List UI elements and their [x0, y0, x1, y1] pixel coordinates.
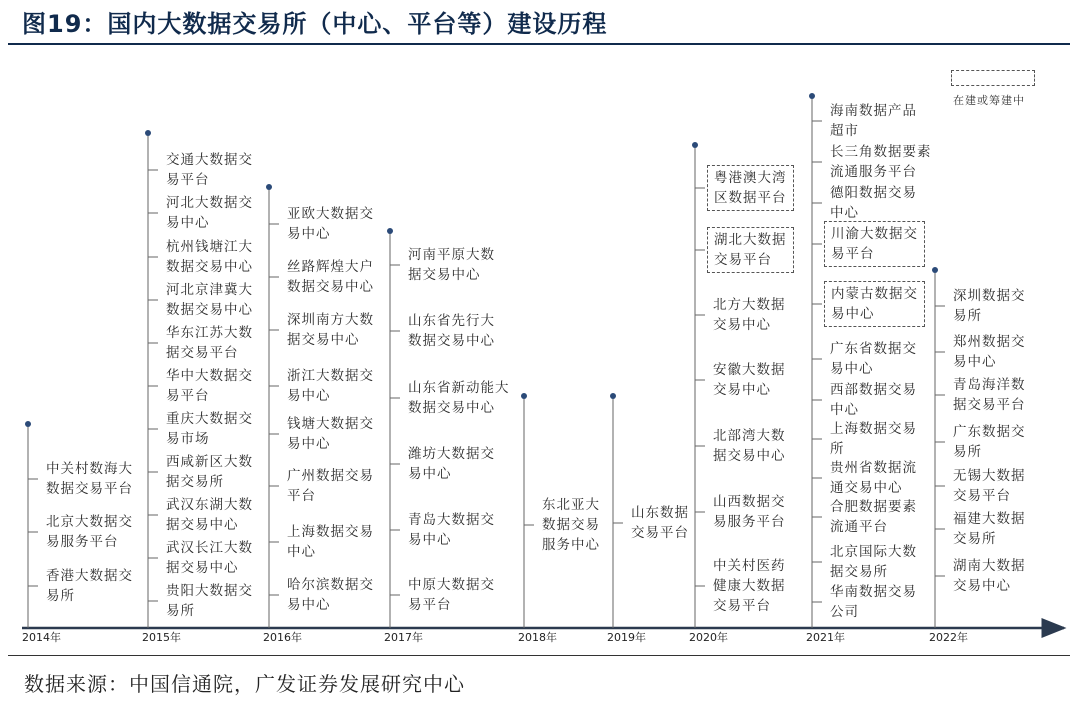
exchange-name-line: 广东数据交: [953, 424, 1026, 440]
exchange-name-line: 香港大数据交: [46, 568, 133, 584]
exchange-name-line: 钱塘大数据交: [287, 416, 374, 432]
exchange-name-line: 交通大数据交: [166, 152, 253, 168]
year-label: 2018年: [518, 631, 557, 644]
timeline-node-dot: [932, 267, 938, 273]
exchange-item: [713, 295, 786, 335]
exchange-name-line: 湖南大数据: [953, 558, 1026, 574]
exchange-name-line: 西咸新区大数: [166, 454, 253, 470]
exchange-item: [953, 286, 1026, 326]
exchange-item: [830, 142, 932, 182]
exchange-name-line: 深圳南方大数: [287, 312, 374, 328]
exchange-name-line: 杭州钱塘江大: [166, 239, 253, 255]
exchange-item: [46, 459, 133, 499]
exchange-item: [953, 509, 1026, 549]
exchange-name-line: 据交易所: [830, 564, 888, 580]
exchange-name-line: 易中心: [408, 466, 452, 482]
exchange-name-line: 易中心: [831, 306, 875, 322]
exchange-name-line: 北方大数据: [713, 297, 786, 313]
exchange-name-line: 公司: [830, 604, 859, 620]
exchange-name-line: 易中心: [287, 436, 331, 452]
timeline-node-dot: [387, 228, 393, 234]
exchange-item: [287, 414, 374, 454]
exchange-name-line: 华南数据交易: [830, 584, 917, 600]
exchange-name-line: 易中心: [830, 361, 874, 377]
exchange-name-line: 广东省数据交: [830, 341, 917, 357]
exchange-name-line: 交易平台: [713, 598, 771, 614]
exchange-item: [830, 582, 917, 622]
exchange-name-line: 郑州数据交: [953, 334, 1026, 350]
exchange-name-line: 北部湾大数: [713, 428, 786, 444]
exchange-name-line: 丝路辉煌大户: [287, 259, 374, 275]
exchange-name-line: 易服务平台: [46, 534, 119, 550]
exchange-name-line: 山东省先行大: [408, 313, 495, 329]
exchange-item: [287, 522, 374, 562]
exchange-item: [287, 257, 374, 297]
legend-label: 在建或筹建中: [953, 94, 1025, 107]
exchange-name-line: 福建大数据: [953, 511, 1026, 527]
exchange-name-line: 中心: [830, 402, 859, 418]
exchange-item-planned: [707, 165, 794, 211]
exchange-name-line: 通交易中心: [830, 480, 903, 496]
exchange-name-line: 据交易中心: [166, 560, 239, 576]
exchange-item: [166, 409, 253, 449]
exchange-name-line: 据交易中心: [287, 332, 360, 348]
exchange-name-line: 易中心: [166, 215, 210, 231]
exchange-name-line: 易中心: [287, 388, 331, 404]
exchange-item: [408, 444, 495, 484]
year-label: 2021年: [806, 631, 845, 644]
exchange-item: [408, 575, 495, 615]
exchange-name-line: 哈尔滨数据交: [287, 577, 374, 593]
exchange-item: [408, 378, 510, 418]
exchange-item: [166, 323, 253, 363]
exchange-name-line: 东北亚大: [542, 497, 600, 513]
exchange-name-line: 交易中心: [953, 578, 1011, 594]
timeline-node-dot: [809, 93, 815, 99]
exchange-item: [408, 245, 495, 285]
exchange-item: [166, 237, 253, 277]
exchange-item: [830, 419, 917, 459]
year-label: 2020年: [689, 631, 728, 644]
year-label: 2015年: [142, 631, 181, 644]
exchange-item: [713, 426, 786, 466]
exchange-name-line: 长三角数据要素: [830, 144, 932, 160]
exchange-name-line: 华东江苏大数: [166, 325, 253, 341]
exchange-name-line: 超市: [830, 123, 859, 139]
exchange-item: [830, 497, 917, 537]
exchange-item: [287, 466, 374, 506]
exchange-name-line: 交易中心: [713, 317, 771, 333]
exchange-item: [166, 581, 253, 621]
exchange-name-line: 平台: [287, 488, 316, 504]
exchange-name-line: 易中心: [953, 354, 997, 370]
exchange-item: [287, 310, 374, 350]
timeline-node-dot: [266, 184, 272, 190]
exchange-item: [830, 339, 917, 379]
exchange-item: [287, 575, 374, 615]
exchange-name-line: 易所: [166, 603, 195, 619]
exchange-name-line: 上海数据交易: [287, 524, 374, 540]
timeline-node-dot: [610, 393, 616, 399]
exchange-name-line: 合肥数据要素: [830, 499, 917, 515]
exchange-name-line: 湖北大数据: [714, 232, 787, 248]
exchange-name-line: 德阳数据交易: [830, 185, 917, 201]
exchange-item-planned: [707, 227, 794, 273]
exchange-name-line: 深圳数据交: [953, 288, 1026, 304]
year-label: 2017年: [384, 631, 423, 644]
exchange-name-line: 武汉长江大数: [166, 540, 253, 556]
exchange-name-line: 潍坊大数据交: [408, 446, 495, 462]
exchange-name-line: 数据交易平台: [46, 481, 133, 497]
timeline-node-dot: [25, 421, 31, 427]
exchange-name-line: 中原大数据交: [408, 577, 495, 593]
timeline-node-dot: [521, 393, 527, 399]
exchange-name-line: 西部数据交易: [830, 382, 917, 398]
exchange-item: [46, 566, 133, 606]
exchange-item: [953, 466, 1026, 506]
exchange-name-line: 数据交易: [542, 517, 600, 533]
exchange-name-line: 服务中心: [542, 537, 600, 553]
exchange-name-line: 上海数据交易: [830, 421, 917, 437]
exchange-name-line: 贵州省数据流: [830, 460, 917, 476]
legend-dashed-box-icon: [951, 70, 1035, 86]
exchange-name-line: 交易平台: [631, 525, 689, 541]
exchange-name-line: 易平台: [166, 172, 210, 188]
exchange-name-line: 流通服务平台: [830, 164, 917, 180]
exchange-name-line: 数据交易中心: [166, 259, 253, 275]
exchange-name-line: 据交易中心: [408, 267, 481, 283]
exchange-item: [953, 332, 1026, 372]
exchange-item: [287, 366, 374, 406]
exchange-name-line: 易中心: [408, 532, 452, 548]
exchange-name-line: 易市场: [166, 431, 210, 447]
exchange-name-line: 青岛海洋数: [953, 377, 1026, 393]
exchange-name-line: 广州数据交易: [287, 468, 374, 484]
exchange-name-line: 易平台: [408, 597, 452, 613]
exchange-name-line: 易平台: [166, 388, 210, 404]
source-divider: [8, 655, 1070, 656]
exchange-item: [166, 538, 253, 578]
exchange-name-line: 亚欧大数据交: [287, 206, 374, 222]
exchange-name-line: 山西数据交: [713, 494, 786, 510]
exchange-name-line: 河南平原大数: [408, 247, 495, 263]
exchange-name-line: 据交易平台: [953, 397, 1026, 413]
exchange-name-line: 无锡大数据: [953, 468, 1026, 484]
exchange-item: [631, 503, 689, 543]
timeline-node-dot: [692, 142, 698, 148]
exchange-item-planned: [824, 221, 925, 267]
exchange-item: [830, 380, 917, 420]
exchange-item: [408, 311, 495, 351]
exchange-item: [953, 556, 1026, 596]
exchange-name-line: 易所: [953, 444, 982, 460]
exchange-name-line: 所: [830, 441, 845, 457]
exchange-name-line: 易平台: [831, 246, 875, 262]
exchange-item: [166, 495, 253, 535]
exchange-name-line: 山东省新动能大: [408, 380, 510, 396]
exchange-name-line: 粤港澳大湾: [714, 170, 787, 186]
exchange-item: [542, 495, 600, 555]
exchange-item-planned: [824, 281, 925, 327]
exchange-name-line: 易中心: [287, 597, 331, 613]
exchange-name-line: 重庆大数据交: [166, 411, 253, 427]
source-note: 数据来源：中国信通院，广发证券发展研究中心: [24, 672, 465, 696]
exchange-item: [166, 452, 253, 492]
exchange-name-line: 数据交易中心: [287, 279, 374, 295]
exchange-name-line: 据交易中心: [166, 517, 239, 533]
exchange-item: [713, 556, 786, 616]
exchange-item: [166, 193, 253, 233]
exchange-name-line: 交易所: [953, 531, 997, 547]
exchange-name-line: 河北大数据交: [166, 195, 253, 211]
exchange-name-line: 健康大数据: [713, 578, 786, 594]
exchange-name-line: 华中大数据交: [166, 368, 253, 384]
exchange-item: [166, 366, 253, 406]
exchange-item: [713, 360, 786, 400]
exchange-name-line: 川渝大数据交: [831, 226, 918, 242]
exchange-name-line: 武汉东湖大数: [166, 497, 253, 513]
exchange-item: [953, 375, 1026, 415]
year-label: 2014年: [22, 631, 61, 644]
year-label: 2016年: [263, 631, 302, 644]
year-label: 2019年: [607, 631, 646, 644]
exchange-name-line: 山东数据: [631, 505, 689, 521]
exchange-name-line: 据交易中心: [713, 448, 786, 464]
exchange-name-line: 据交易平台: [166, 345, 239, 361]
exchange-name-line: 内蒙古数据交: [831, 286, 918, 302]
exchange-name-line: 据交易所: [166, 474, 224, 490]
exchange-name-line: 中关村数海大: [46, 461, 133, 477]
exchange-name-line: 中心: [287, 544, 316, 560]
exchange-item: [830, 101, 917, 141]
exchange-item: [287, 204, 374, 244]
exchange-item: [166, 280, 253, 320]
figure-title: 图19：国内大数据交易所（中心、平台等）建设历程: [22, 10, 608, 38]
exchange-name-line: 交易中心: [713, 382, 771, 398]
exchange-name-line: 数据交易中心: [408, 400, 495, 416]
exchange-name-line: 数据交易中心: [408, 333, 495, 349]
exchange-item: [830, 542, 917, 582]
exchange-item: [713, 492, 786, 532]
exchange-name-line: 青岛大数据交: [408, 512, 495, 528]
exchange-name-line: 易服务平台: [713, 514, 786, 530]
exchange-name-line: 北京国际大数: [830, 544, 917, 560]
exchange-name-line: 安徽大数据: [713, 362, 786, 378]
exchange-item: [46, 512, 133, 552]
exchange-name-line: 交易平台: [714, 252, 772, 268]
exchange-item: [166, 150, 253, 190]
exchange-name-line: 贵阳大数据交: [166, 583, 253, 599]
exchange-item: [830, 183, 917, 223]
exchange-name-line: 流通平台: [830, 519, 888, 535]
exchange-name-line: 中关村医药: [713, 558, 786, 574]
exchange-item: [830, 458, 917, 498]
exchange-name-line: 易所: [953, 308, 982, 324]
exchange-name-line: 河北京津冀大: [166, 282, 253, 298]
exchange-item: [953, 422, 1026, 462]
year-label: 2022年: [929, 631, 968, 644]
exchange-name-line: 交易平台: [953, 488, 1011, 504]
exchange-name-line: 北京大数据交: [46, 514, 133, 530]
timeline-node-dot: [145, 130, 151, 136]
exchange-name-line: 易所: [46, 588, 75, 604]
exchange-name-line: 易中心: [287, 226, 331, 242]
exchange-name-line: 浙江大数据交: [287, 368, 374, 384]
exchange-name-line: 区数据平台: [714, 190, 787, 206]
exchange-name-line: 海南数据产品: [830, 103, 917, 119]
exchange-name-line: 数据交易中心: [166, 302, 253, 318]
exchange-name-line: 中心: [830, 205, 859, 221]
exchange-item: [408, 510, 495, 550]
